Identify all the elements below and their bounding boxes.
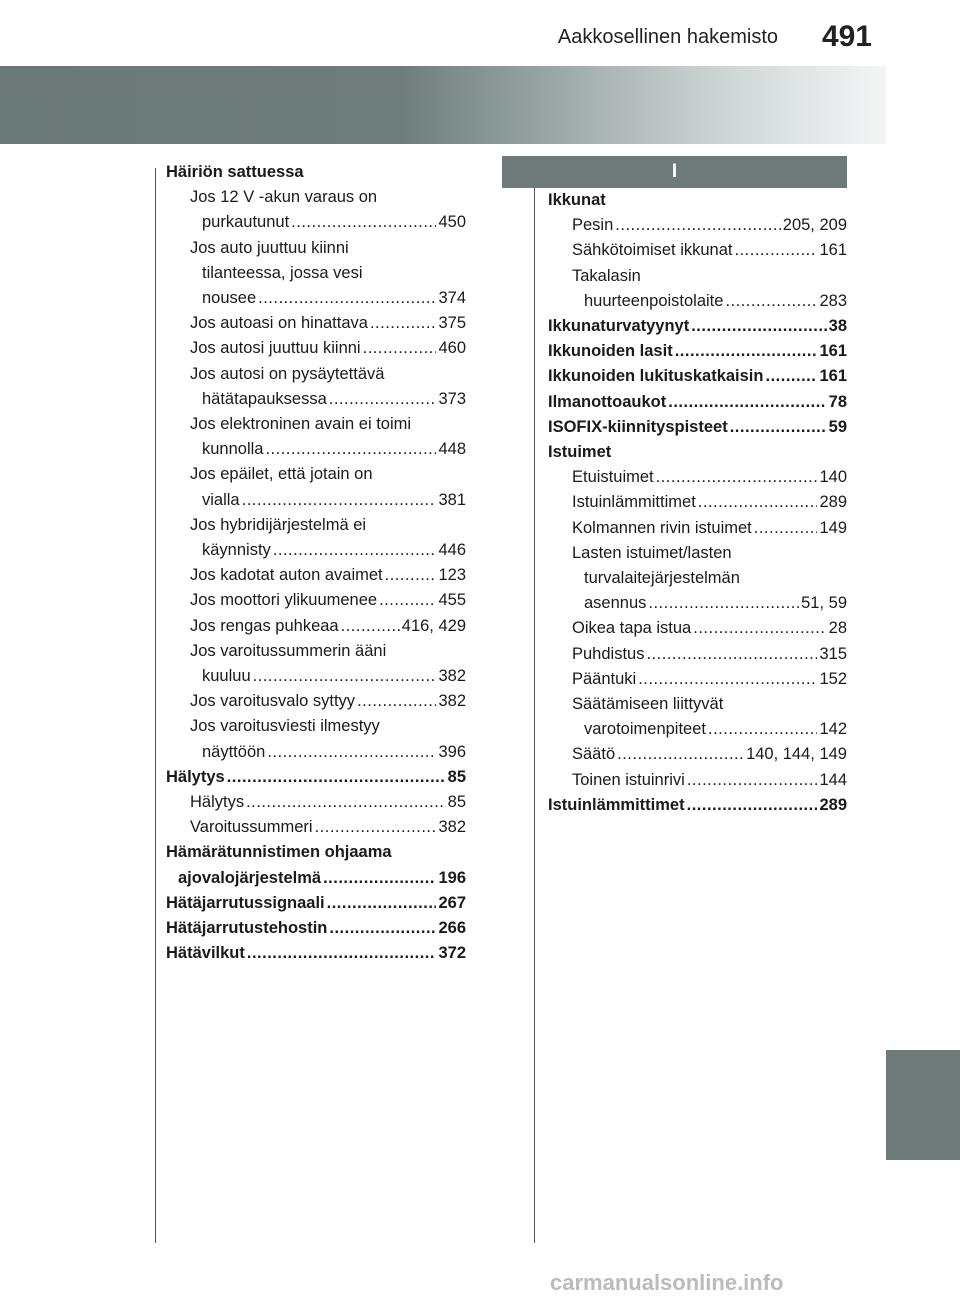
- index-entry: [548, 667, 847, 692]
- leader-dots: [253, 664, 437, 689]
- index-entry-text: turvalaitejärjestelmän: [584, 569, 740, 588]
- leader-dots: [265, 437, 436, 462]
- index-entry-text: Jos elektroninen avain ei toimi: [190, 415, 412, 434]
- index-entry: [166, 538, 466, 563]
- watermark: carmanualsonline.info: [550, 1270, 784, 1295]
- index-entry-page: 161: [819, 342, 847, 361]
- index-entry-page: 446: [438, 541, 466, 560]
- index-entry-text: Ikkunoiden lukituskatkaisin: [548, 367, 764, 386]
- index-entry: [166, 437, 466, 462]
- index-entry-page: 283: [819, 291, 847, 310]
- index-entry-text: Lasten istuimet/lasten: [572, 543, 732, 562]
- index-entry-page: 205, 209: [782, 216, 847, 235]
- index-entry: [548, 793, 847, 818]
- index-entry: [548, 390, 847, 415]
- index-entry-text: Hämärätunnistimen ohjaama: [166, 843, 392, 862]
- leader-dots: [329, 387, 437, 412]
- index-entry: [548, 364, 847, 389]
- index-entry-text: näyttöön: [202, 742, 266, 761]
- index-entry-page: 448: [438, 440, 466, 459]
- leader-dots: [725, 289, 817, 314]
- index-entry: [548, 339, 847, 364]
- index-entry: [548, 591, 847, 616]
- index-entry-text: Toinen istuinrivi: [572, 770, 685, 789]
- leader-dots: [617, 742, 744, 767]
- index-entry-text: Häiriön sattuessa: [166, 163, 304, 181]
- leader-dots: [267, 740, 436, 765]
- index-entry-text: Pääntuki: [572, 669, 637, 688]
- index-entry-text: Ikkunat: [548, 191, 606, 209]
- leader-dots: [648, 591, 799, 616]
- index-entry-text: Etuistuimet: [572, 468, 654, 487]
- index-entry-page: 372: [438, 944, 466, 963]
- index-entry: [166, 664, 466, 689]
- leader-dots: [615, 213, 780, 238]
- index-entry: [166, 588, 466, 613]
- index-entry: [548, 742, 847, 767]
- index-right-column: [548, 188, 847, 818]
- leader-dots: [379, 588, 436, 613]
- index-entry: [548, 238, 847, 263]
- index-entry-text: Jos epäilet, että jotain on: [190, 465, 373, 484]
- index-entry-text: Istuimet: [548, 443, 612, 462]
- index-entry: [166, 740, 466, 765]
- index-entry: [166, 160, 466, 185]
- index-entry: [166, 336, 466, 361]
- index-entry-page: 38: [828, 317, 847, 336]
- index-entry: [166, 261, 466, 286]
- index-entry: [166, 916, 466, 941]
- index-entry-text: Hälytys: [190, 793, 245, 812]
- index-entry: [166, 790, 466, 815]
- index-entry: [548, 289, 847, 314]
- index-entry: [166, 765, 466, 790]
- index-entry: [166, 815, 466, 840]
- leader-dots: [687, 768, 818, 793]
- leader-dots: [646, 642, 817, 667]
- index-entry: [166, 840, 466, 865]
- index-entry-text: Ikkunaturvatyynyt: [548, 317, 690, 336]
- index-entry-page: 85: [447, 793, 466, 812]
- leader-dots: [687, 793, 818, 818]
- index-entry-page: 140, 144, 149: [746, 745, 847, 764]
- index-entry-text: Hätäjarrutustehostin: [166, 919, 328, 938]
- leader-dots: [357, 689, 436, 714]
- index-entry-page: 51, 59: [801, 594, 847, 613]
- index-entry-page: 152: [819, 669, 847, 688]
- index-entry-page: 123: [438, 566, 466, 585]
- index-entry-text: Jos moottori ylikuumenee: [190, 591, 378, 610]
- leader-dots: [323, 866, 436, 891]
- index-entry-page: 374: [438, 289, 466, 308]
- leader-dots: [363, 336, 437, 361]
- index-entry-text: Jos 12 V -akun varaus on: [190, 188, 378, 207]
- left-column-rule: [155, 168, 156, 1243]
- index-entry-page: 382: [438, 692, 466, 711]
- index-entry: [166, 513, 466, 538]
- index-entry-page: 455: [438, 591, 466, 610]
- index-entry: [166, 891, 466, 916]
- leader-dots: [258, 286, 436, 311]
- index-entry-text: Jos auto juuttuu kiinni: [190, 238, 349, 257]
- index-entry-page: 28: [828, 619, 847, 638]
- index-entry-text: Säätö: [572, 745, 616, 764]
- index-entry-text: Takalasin: [572, 266, 641, 285]
- section-letter-header: I: [502, 156, 847, 188]
- header-banner: [0, 66, 886, 144]
- index-entry-page: 161: [819, 241, 847, 260]
- leader-dots: [370, 311, 437, 336]
- leader-dots: [315, 815, 437, 840]
- index-entry-page: 416, 429: [401, 616, 466, 635]
- index-entry-text: Jos autosi juuttuu kiinni: [190, 339, 361, 358]
- leader-dots: [668, 390, 826, 415]
- index-entry: [548, 440, 847, 465]
- index-entry-text: Kolmannen rivin istuimet: [572, 518, 752, 537]
- index-entry-page: 196: [438, 868, 466, 887]
- index-entry-text: Hälytys: [166, 767, 225, 786]
- leader-dots: [691, 314, 826, 339]
- index-entry-text: Ilmanottoaukot: [548, 392, 667, 411]
- index-entry-text: Ikkunoiden lasit: [548, 342, 673, 361]
- index-entry: [548, 768, 847, 793]
- index-entry-page: 373: [438, 389, 466, 408]
- leader-dots: [341, 614, 400, 639]
- index-entry-text: Istuinlämmittimet: [548, 795, 685, 814]
- index-entry-page: 382: [438, 667, 466, 686]
- index-entry-page: 142: [819, 720, 847, 739]
- leader-dots: [273, 538, 437, 563]
- index-entry: [548, 692, 847, 717]
- index-entry-text: Jos rengas puhkeaa: [190, 616, 339, 635]
- index-entry: [548, 490, 847, 515]
- index-entry: [166, 185, 466, 210]
- index-entry-page: 140: [819, 468, 847, 487]
- index-entry-text: ajovalojärjestelmä: [178, 868, 322, 887]
- leader-dots: [693, 616, 826, 641]
- index-entry: [548, 717, 847, 742]
- index-entry: [166, 639, 466, 664]
- leader-dots: [247, 941, 437, 966]
- index-entry-text: Jos autosi on pysäytettävä: [190, 364, 385, 383]
- index-entry: [548, 188, 847, 213]
- leader-dots: [735, 238, 818, 263]
- index-left-column: [166, 160, 466, 967]
- index-entry-page: 267: [438, 893, 466, 912]
- index-entry-page: 149: [819, 518, 847, 537]
- index-entry: [548, 642, 847, 667]
- leader-dots: [291, 210, 436, 235]
- index-entry-text: Sähkötoimiset ikkunat: [572, 241, 733, 260]
- leader-dots: [242, 488, 437, 513]
- index-entry-text: Hätävilkut: [166, 944, 245, 963]
- index-entry: [548, 566, 847, 591]
- index-entry-text: vialla: [202, 490, 240, 509]
- page-header-title: Aakkosellinen hakemisto: [557, 26, 778, 48]
- index-entry: [548, 516, 847, 541]
- leader-dots: [227, 765, 446, 790]
- index-entry: [166, 488, 466, 513]
- index-entry: [166, 387, 466, 412]
- index-entry-text: Pesin: [572, 216, 614, 235]
- index-entry: [166, 362, 466, 387]
- leader-dots: [765, 364, 817, 389]
- index-entry-text: Jos varoitusviesti ilmestyy: [190, 717, 380, 736]
- index-entry: [166, 210, 466, 235]
- index-entry-page: 381: [438, 490, 466, 509]
- index-entry-page: 161: [819, 367, 847, 386]
- index-entry: [548, 264, 847, 289]
- index-entry: [548, 616, 847, 641]
- index-entry-page: 450: [438, 213, 466, 232]
- index-entry: [166, 412, 466, 437]
- index-entry-page: 144: [819, 770, 847, 789]
- index-entry: [548, 415, 847, 440]
- leader-dots: [329, 916, 436, 941]
- index-entry-text: Jos kadotat auton avaimet: [190, 566, 383, 585]
- index-entry: [166, 286, 466, 311]
- index-entry: [548, 213, 847, 238]
- leader-dots: [656, 465, 818, 490]
- index-entry-text: asennus: [584, 594, 647, 613]
- index-entry-text: nousee: [202, 289, 257, 308]
- leader-dots: [698, 490, 818, 515]
- index-entry-page: 289: [819, 795, 847, 814]
- index-entry-text: kunnolla: [202, 440, 264, 459]
- index-entry-text: purkautunut: [202, 213, 290, 232]
- index-entry-text: Istuinlämmittimet: [572, 493, 696, 512]
- leader-dots: [638, 667, 817, 692]
- index-entry-text: varotoimenpiteet: [584, 720, 706, 739]
- index-entry-page: 315: [819, 644, 847, 663]
- index-entry: [548, 541, 847, 566]
- index-entry: [166, 563, 466, 588]
- index-entry: [166, 614, 466, 639]
- leader-dots: [327, 891, 437, 916]
- index-entry-text: tilanteessa, jossa vesi: [202, 263, 363, 282]
- leader-dots: [385, 563, 437, 588]
- index-entry-text: kuuluu: [202, 667, 251, 686]
- index-entry-page: 460: [438, 339, 466, 358]
- index-entry: [166, 689, 466, 714]
- index-entry: [166, 941, 466, 966]
- leader-dots: [246, 790, 446, 815]
- index-entry: [166, 866, 466, 891]
- index-entry-text: Oikea tapa istua: [572, 619, 692, 638]
- index-entry: [166, 311, 466, 336]
- index-entry-page: 59: [828, 417, 847, 436]
- index-entry-text: Jos varoitusvalo syttyy: [190, 692, 356, 711]
- index-entry-page: 289: [819, 493, 847, 512]
- index-entry-page: 375: [438, 314, 466, 333]
- index-entry-text: käynnisty: [202, 541, 271, 560]
- index-entry-page: 382: [438, 818, 466, 837]
- chapter-side-tab: [886, 1050, 960, 1160]
- leader-dots: [708, 717, 817, 742]
- index-entry: [166, 236, 466, 261]
- index-entry-text: Säätämiseen liittyvät: [572, 695, 724, 714]
- leader-dots: [730, 415, 827, 440]
- page-number: 491: [821, 20, 872, 53]
- middle-column-rule: [534, 168, 535, 1243]
- index-entry: [548, 314, 847, 339]
- index-entry-text: ISOFIX-kiinnityspisteet: [548, 417, 728, 436]
- index-entry-text: Puhdistus: [572, 644, 645, 663]
- index-entry-text: Hätäjarrutussignaali: [166, 893, 325, 912]
- index-entry: [166, 462, 466, 487]
- index-entry-page: 396: [438, 742, 466, 761]
- leader-dots: [754, 516, 818, 541]
- index-entry-text: Jos varoitussummerin ääni: [190, 641, 387, 660]
- index-entry: [548, 465, 847, 490]
- index-entry-page: 78: [828, 392, 847, 411]
- index-entry-text: Jos hybridijärjestelmä ei: [190, 515, 367, 534]
- index-entry-text: Varoitussummeri: [190, 818, 313, 837]
- index-entry-page: 85: [447, 767, 466, 786]
- leader-dots: [675, 339, 818, 364]
- index-entry-text: huurteenpoistolaite: [584, 291, 724, 310]
- index-entry: [166, 714, 466, 739]
- index-entry-page: 266: [438, 919, 466, 938]
- index-entry-text: Jos autoasi on hinattava: [190, 314, 368, 333]
- index-entry-text: hätätapauksessa: [202, 389, 327, 408]
